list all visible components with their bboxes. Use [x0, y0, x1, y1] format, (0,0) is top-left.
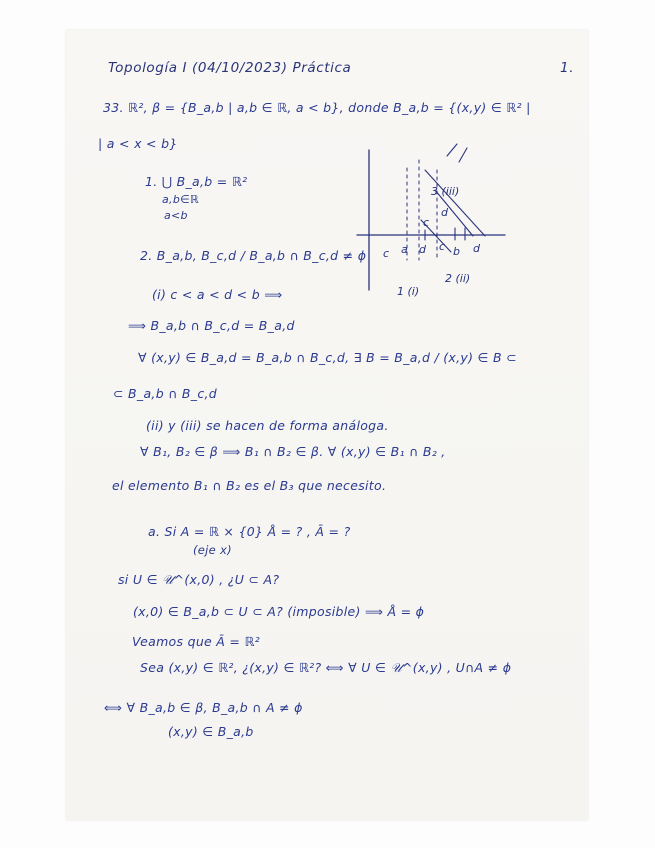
- hatch-1: [425, 170, 485, 236]
- basis-conclusion: ∀ B₁, B₂ ∈ β ⟹ B₁ ∩ B₂ ∈ β. ∀ (x,y) ∈ B₁ ∩ B₂ ,: [140, 444, 446, 459]
- basis-conclusion-2: el elemento B₁ ∩ B₂ es el B₃ que necesito.: [112, 478, 387, 493]
- label-case-ii: 2 (ii): [445, 272, 471, 285]
- union-index-2: a<b: [164, 209, 188, 222]
- label-c2: c: [439, 240, 446, 253]
- item-a-question: a. Si A = ℝ × {0} Å = ? , Ā = ?: [148, 524, 351, 539]
- union-index-1: a,b∈ℝ: [162, 193, 200, 206]
- strip-diagram: [355, 140, 505, 300]
- label-case-i: 1 (i): [397, 285, 420, 298]
- label-c3: c: [423, 216, 430, 229]
- case-i-proof-end: ⊂ B_a,b ∩ B_c,d: [113, 386, 218, 401]
- case-i: (i) c < a < d < b ⟹: [152, 287, 283, 302]
- closure-equivalence: ⟺ ∀ B_a,b ∈ β, B_a,b ∩ A ≠ ϕ: [104, 700, 303, 715]
- label-d: d: [419, 243, 426, 256]
- label-c: c: [383, 247, 390, 260]
- label-a: a: [401, 243, 408, 256]
- cases-ii-iii-note: (ii) y (iii) se hacen de forma análoga.: [146, 418, 389, 433]
- closure-membership: (x,y) ∈ B_a,b: [168, 724, 254, 739]
- interior-question: si U ∈ 𝒰^(x,0) , ¿U ⊂ A?: [118, 572, 280, 587]
- hatch-3: [447, 144, 457, 156]
- label-d2: d: [473, 242, 480, 255]
- statement-continuation: | a < x < b}: [98, 136, 178, 151]
- page-title: Topología I (04/10/2023) Práctica: [108, 60, 352, 76]
- item-a-note: (eje x): [193, 543, 232, 557]
- label-d3: d: [441, 206, 448, 219]
- item-1-union: 1. ⋃ B_a,b = ℝ²: [145, 174, 248, 189]
- label-case-iii: 3 (iii): [431, 185, 460, 198]
- hatch-4: [459, 148, 467, 162]
- closure-claim: Veamos que Ā = ℝ²: [132, 634, 260, 649]
- case-i-result: ⟹ B_a,b ∩ B_c,d = B_a,d: [128, 318, 295, 333]
- item-2-intersection: 2. B_a,b, B_c,d / B_a,b ∩ B_c,d ≠ ϕ: [140, 248, 367, 263]
- label-b: b: [453, 245, 460, 258]
- exercise-statement: 33. ℝ², β = {B_a,b | a,b ∈ ℝ, a < b}, donde B_a,b = {(x,y) ∈ ℝ² |: [103, 100, 531, 115]
- interior-answer: (x,0) ∈ B_a,b ⊂ U ⊂ A? (imposible) ⟹ Å = ϕ: [133, 604, 425, 619]
- page-number: 1.: [560, 60, 575, 76]
- closure-proof: Sea (x,y) ∈ ℝ², ¿(x,y) ∈ ℝ²? ⟺ ∀ U ∈ 𝒰^(x,y) , U∩A ≠ ϕ: [140, 660, 512, 675]
- case-i-proof: ∀ (x,y) ∈ B_a,d = B_a,b ∩ B_c,d, ∃ B = B_a,d / (x,y) ∈ B ⊂: [138, 350, 517, 365]
